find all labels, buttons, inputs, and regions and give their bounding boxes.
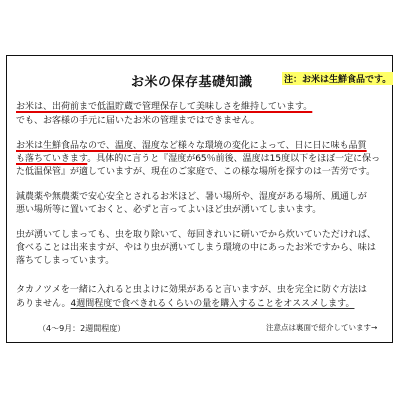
page-title: お米の保存基礎知識 (131, 75, 253, 90)
para1-line1-text: お米は、出荷前まで低温貯蔵で管理保存して美味しさを維持しています。 (16, 102, 313, 112)
para3-line2: 悪い場所等に置いておくと、必ずと言ってよいほど虫が湧いてしまいます。 (16, 205, 322, 215)
para2-line2-emphasis: も落ちていきます (16, 154, 88, 164)
para4-line1: 虫が湧いてしまっても、虫を取り除いて、毎回きれいに研いでから炊いていただければ、 (16, 230, 376, 240)
para5-line1: タカノツメを一緒に入れると虫よけに効果があると言いますが、虫を完全に防ぐ方法は (16, 285, 367, 295)
para2-line2-rest: 。具体的に言うと『湿度が65％前後、温度は15度以下をほぼ一定に保っ (87, 154, 381, 164)
perishable-note-badge: 注：お米は生鮮食品です。 (282, 72, 393, 85)
para2-line3: た低温保管』が適していますが、現在のご家庭で、この様な場所を探すのは一苦労です。 (16, 167, 376, 177)
para5-line2-lead: ありません。 (16, 299, 71, 309)
para2-line1-text: お米は生鮮食品なので、温度、湿度など様々な環境の変化によって、日に日に味も品質 (16, 141, 367, 151)
para3-line1: 減農薬や無農薬で安心安全とされるお米ほど、暑い場所や、湿度がある場所、風通しが (16, 192, 367, 202)
para4-line3: 落ちてしまっています。 (16, 256, 115, 266)
para5-line2-recommendation: 4週間程度で食べきれるくらいの量を購入することをオススメします。 (70, 299, 355, 309)
para1-line2: でも、お客様の手元に届いたお米の管理まではできません。 (16, 116, 260, 126)
period-note: （4～9月：2週間程度） (38, 324, 126, 333)
para2-line2 (16, 153, 380, 165)
para4-line2: 食べることは出来ますが、やはり虫が湧いてしまう環境の中にあったお米ですから、味は (16, 243, 376, 253)
para2-line1 (16, 140, 367, 152)
para5-line2 (16, 298, 354, 310)
para1-line1 (16, 101, 312, 113)
see-back-note: 注意点は裏面で紹介しています→ (266, 323, 378, 332)
